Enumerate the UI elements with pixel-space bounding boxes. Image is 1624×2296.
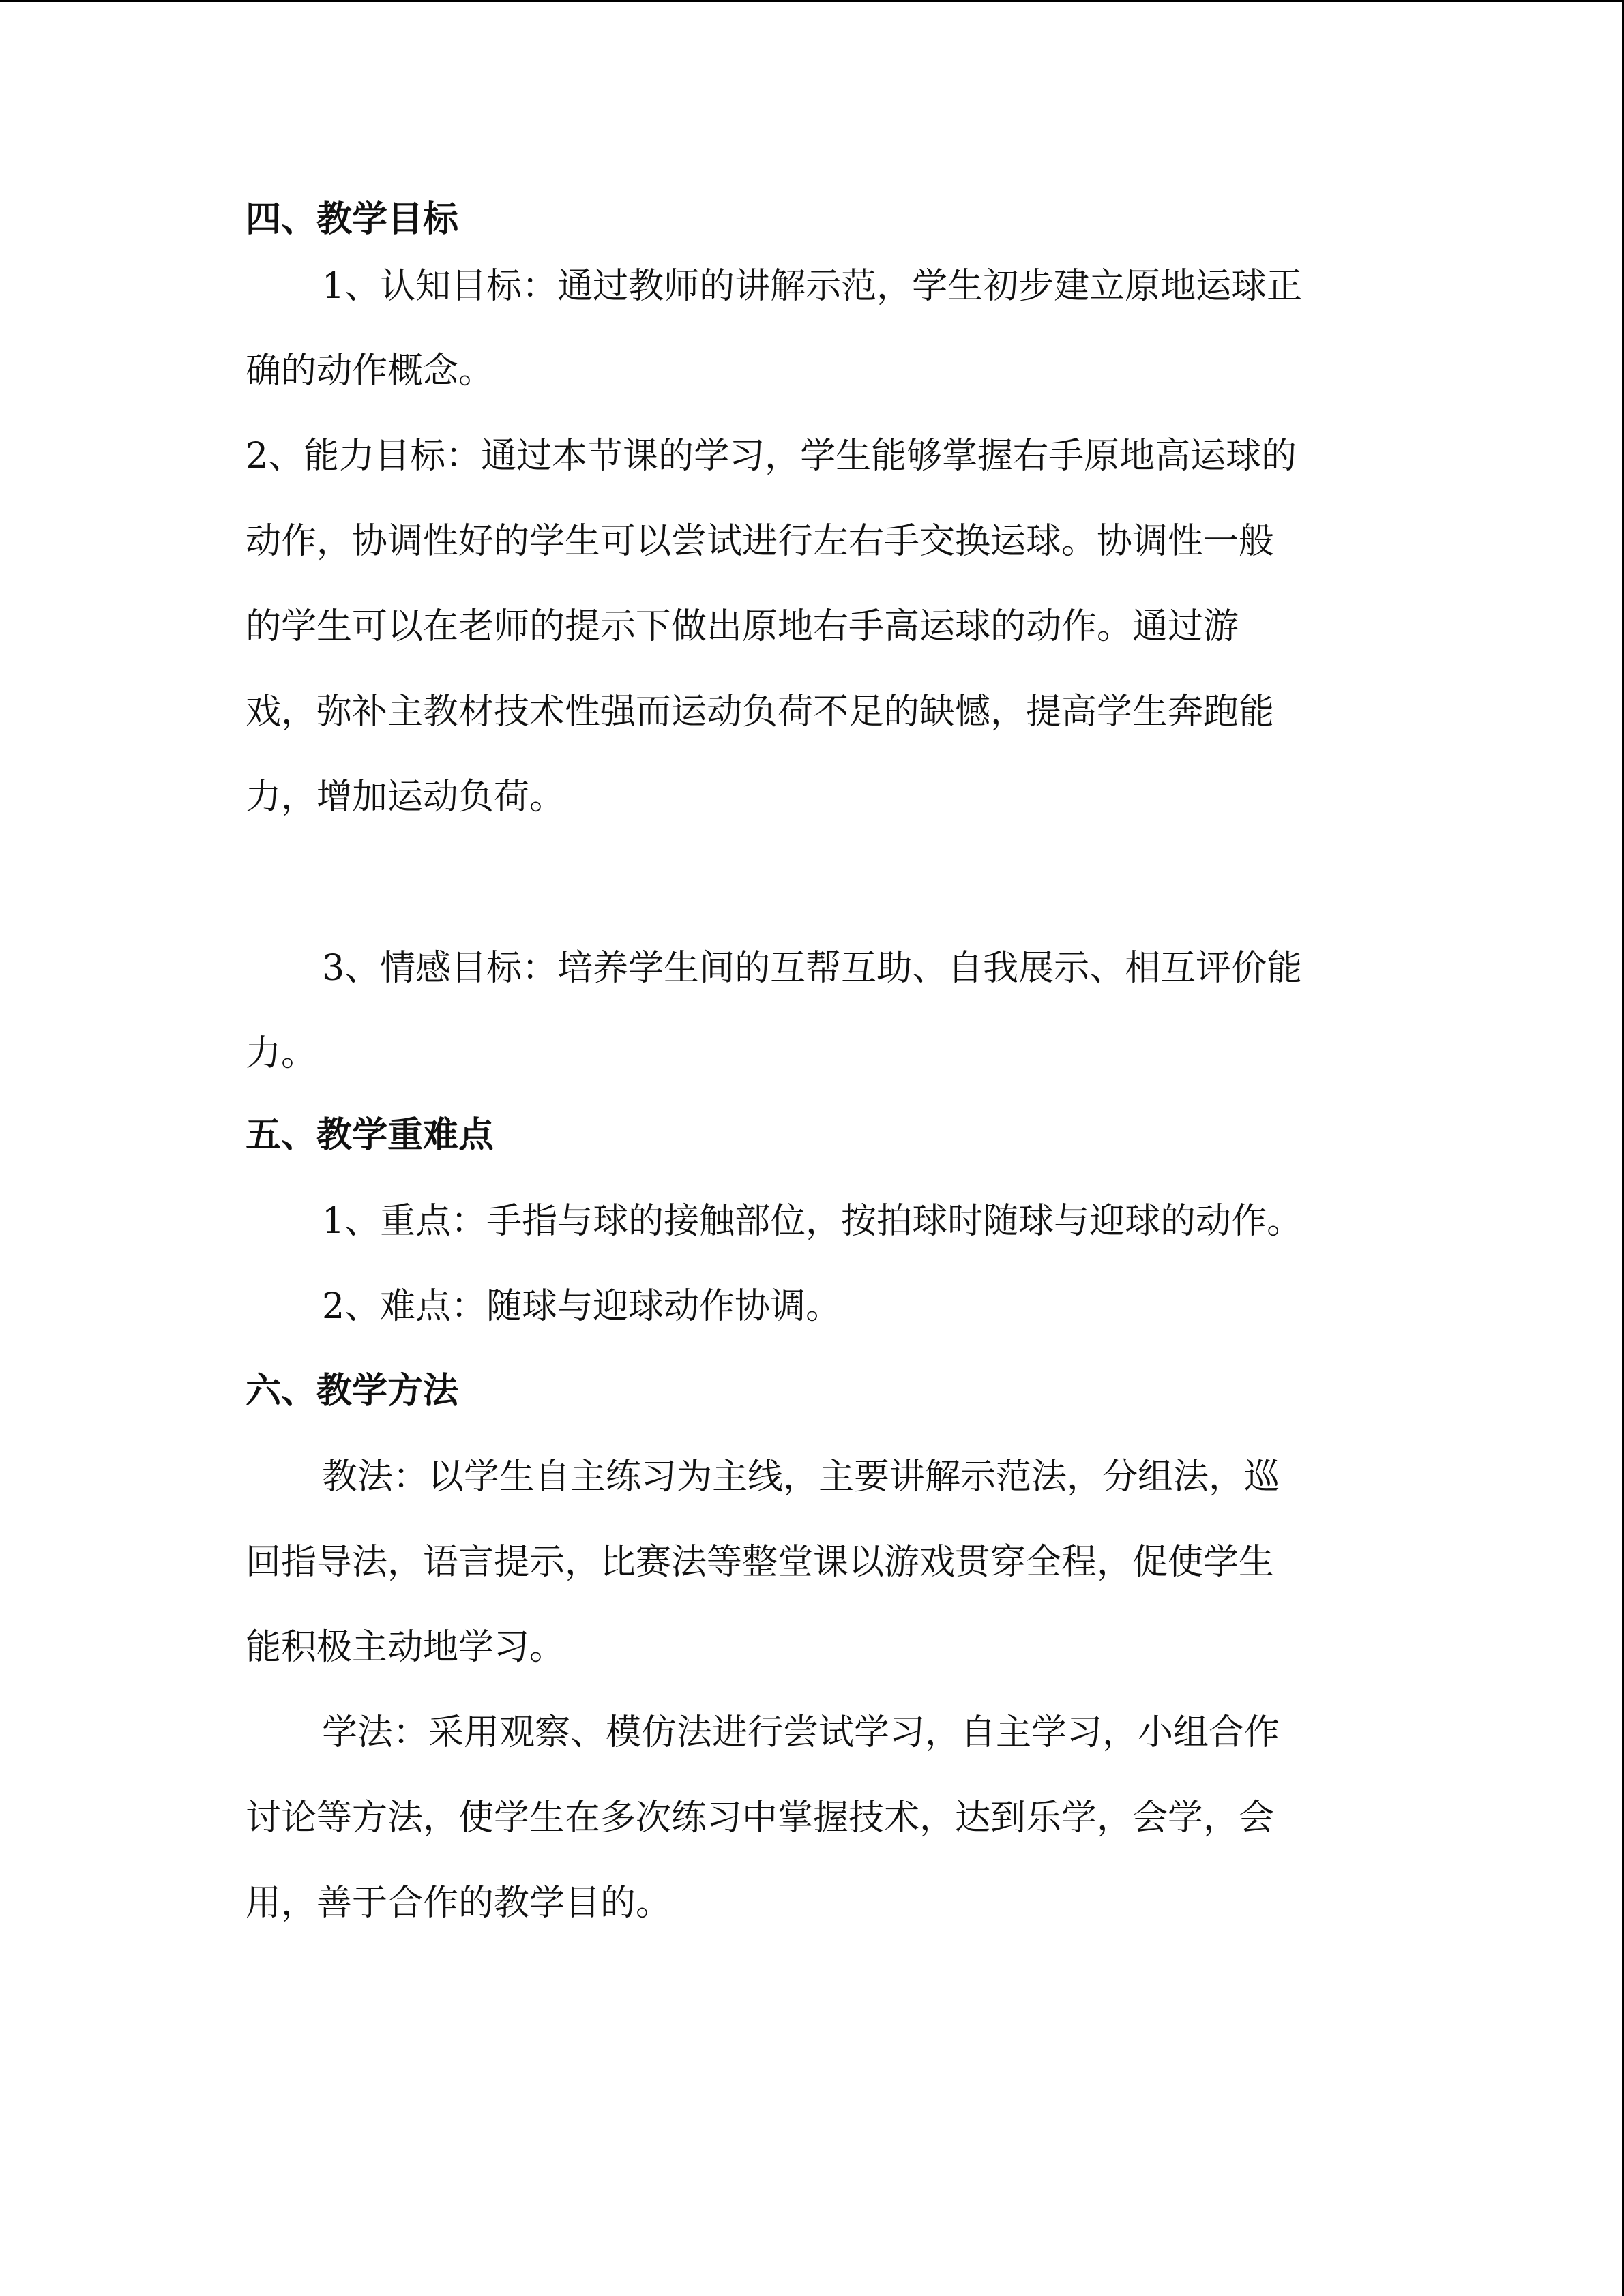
paragraph-line: 2、难点：随球与迎球动作协调。 xyxy=(322,1286,842,1327)
page-top-border xyxy=(0,0,1624,2)
paragraph-line: 力，增加运动负荷。 xyxy=(246,777,565,818)
paragraph-line: 的学生可以在老师的提示下做出原地右手高运球的动作。通过游 xyxy=(246,606,1239,647)
paragraph-line: 1、认知目标：通过教师的讲解示范，学生初步建立原地运球正 xyxy=(322,266,1303,307)
section-heading-teaching-goals: 四、教学目标 xyxy=(246,199,459,240)
paragraph-line: 学法：采用观察、模仿法进行尝试学习，自主学习，小组合作 xyxy=(322,1712,1280,1753)
section-heading-teaching-methods: 六、教学方法 xyxy=(246,1371,459,1412)
paragraph-line: 教法：以学生自主练习为主线，主要讲解示范法，分组法，巡 xyxy=(322,1457,1280,1497)
paragraph-line: 回指导法，语言提示，比赛法等整堂课以游戏贯穿全程，促使学生 xyxy=(246,1542,1275,1583)
paragraph-line: 确的动作概念。 xyxy=(246,351,494,391)
paragraph-line: 1、重点：手指与球的接触部位，按拍球时随球与迎球的动作。 xyxy=(322,1201,1303,1242)
paragraph-line: 2、能力目标：通过本节课的学习，学生能够掌握右手原地高运球的 xyxy=(246,436,1297,477)
paragraph-line: 戏，弥补主教材技术性强而运动负荷不足的缺憾，提高学生奔跑能 xyxy=(246,691,1275,732)
paragraph-line: 动作，协调性好的学生可以尝试进行左右手交换运球。协调性一般 xyxy=(246,521,1275,562)
paragraph-line: 用，善于合作的教学目的。 xyxy=(246,1883,672,1924)
paragraph-line: 3、情感目标：培养学生间的互帮互助、自我展示、相互评价能 xyxy=(322,948,1303,989)
paragraph-line: 力。 xyxy=(246,1033,317,1074)
paragraph-line: 讨论等方法，使学生在多次练习中掌握技术，达到乐学，会学，会 xyxy=(246,1798,1275,1838)
paragraph-line: 能积极主动地学习。 xyxy=(246,1627,565,1668)
section-heading-key-difficulties: 五、教学重难点 xyxy=(246,1115,494,1156)
